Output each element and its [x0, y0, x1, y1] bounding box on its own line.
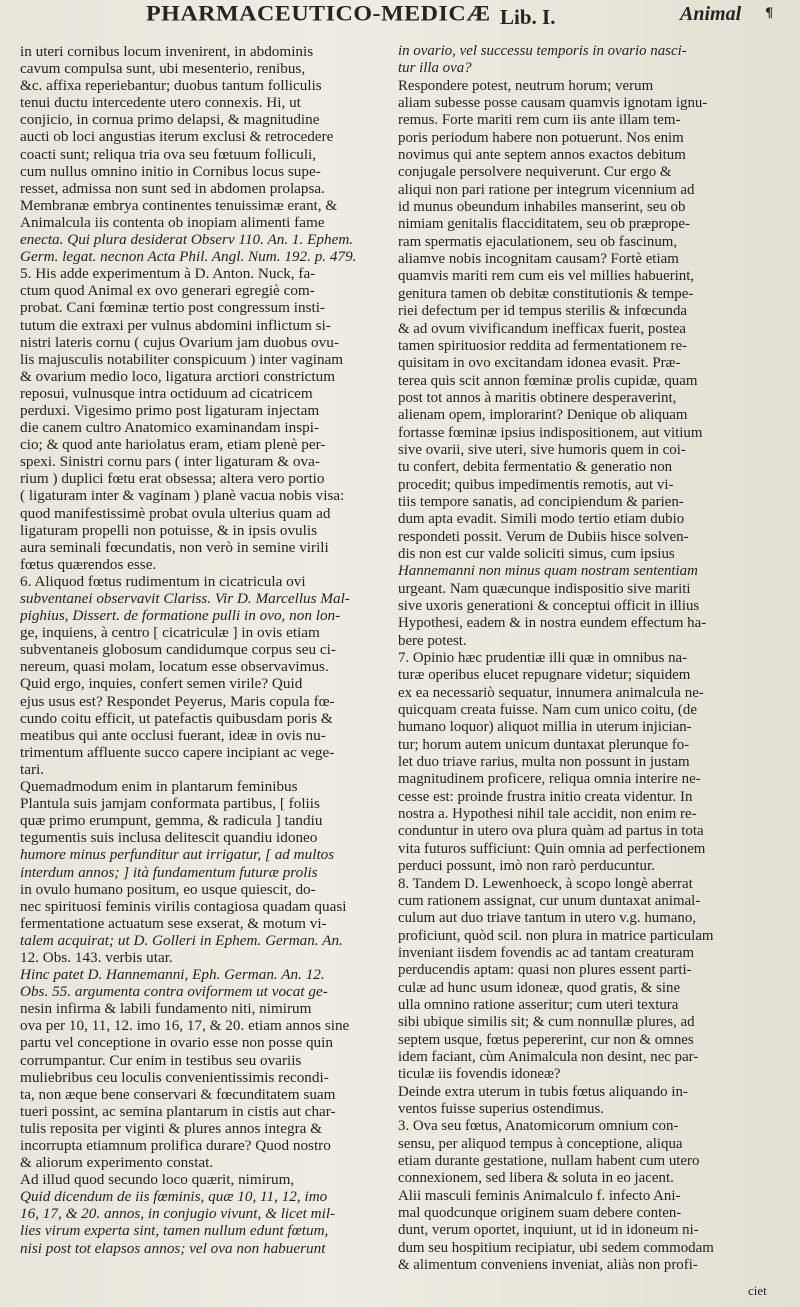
text-line: bere potest. — [398, 632, 467, 649]
text-line: Obs. 55. argumenta contra oviformem ut vocat ge- — [20, 983, 328, 1001]
text-line: nisi post tot elapsos annos; vel ova non habuerunt — [20, 1239, 326, 1257]
text-line: aura seminali fœcundatis, non verò in semine virili — [20, 538, 329, 556]
text-line: die canem cultro Anatomico examinandam inspi- — [20, 419, 320, 437]
text-line: septem usque, fœtus pepererint, cur non & omnes — [398, 1031, 694, 1048]
text-line: connexionem, sed libera & soluta in eo jacent. — [398, 1170, 674, 1187]
text-line: respondeti possit. Verum de Dubiis hisce solven- — [398, 528, 689, 545]
text-line: fœtus quærendos esse. — [20, 555, 157, 573]
text-line: resset, admissa non sunt sed in abdomen prolapsa. — [20, 179, 325, 197]
text-line: cum nullus omnino initio in Cornibus locus supe- — [20, 162, 321, 180]
text-line: tenui ductu intercedente utero connexis. Hi, ut — [20, 94, 301, 112]
text-line: coacti sunt; reliqua tria ova seu fœtuum folliculi, — [20, 145, 317, 163]
text-line: Quid ergo, inquies, confert semen virile? Quid — [20, 675, 303, 693]
text-line: & ad ovum vivificandum inefficax fuerit, postea — [398, 320, 686, 337]
text-line: cio; & quod ante hariolatus eram, etiam plenè per- — [20, 436, 326, 454]
text-line: dis non est cur valde soliciti simus, cum ipsius — [398, 545, 675, 562]
text-line: partu vel conceptione in ovario esse non posse quin — [20, 1034, 333, 1052]
text-line: inveniant iisdem fovendis ac ad tantam creaturam — [398, 944, 695, 961]
text-line: 5. His adde experimentum à D. Anton. Nuck, fa- — [20, 265, 316, 283]
text-line: quamvis mariti rem cum eis vel millies habuerint, — [398, 268, 695, 285]
signature-mark: ¶ — [765, 6, 774, 21]
text-line: Hypothesi, eadem & in nostra eundem effectum ha- — [398, 615, 707, 632]
text-line: nostra a. Hypothesi nihil tale accidit, non enim re- — [398, 806, 697, 823]
text-line: talem acquirat; ut D. Golleri in Ephem. German. An. — [20, 931, 343, 949]
text-line: lies virum experta sint, tamen nullum edunt fœtum, — [20, 1222, 329, 1240]
text-line: sensu, per aliquod tempus à conceptione, aliqua — [398, 1135, 683, 1152]
text-line: mal quodcunque originem suam debere conten- — [398, 1205, 682, 1222]
text-line: in ovario, vel successu temporis in ovario nasci- — [398, 43, 687, 59]
text-line: nesin infirma & labili fundamento niti, nimirum — [20, 1000, 312, 1018]
text-line: sive uxoris generationi & conceptui officit in illius — [398, 598, 700, 614]
text-line: reposui, vulnusque intra octiduum ad cicatricem — [20, 384, 313, 402]
text-line: ge, inquiens, à centro [ cicatriculæ ] in ovis etiam — [20, 624, 320, 642]
text-line: quæ primo erumpunt, gemma, & radicula ] tandiu — [20, 812, 323, 830]
text-line: fermentatione actuatum sese exserat, & motum vi- — [20, 914, 327, 932]
text-line: poris periodum habere non potuerunt. Nos enim — [398, 129, 684, 146]
text-line: ova per 10, 11, 12. imo 16, 17, & 20. etiam annos sine — [20, 1017, 350, 1035]
running-head — [0, 0, 800, 40]
text-line: 8. Tandem D. Lewenhoeck, à scopo longè aberrat — [398, 875, 693, 892]
text-line: nistri lateris cornu ( cujus Ovarium jam duobus ovu- — [20, 333, 339, 351]
text-line: novimus qui ante septem annos exactos debitum — [398, 147, 686, 164]
text-line: etiam durante gestatione, nullam habent cum utero — [398, 1153, 700, 1169]
text-line: lis majusculis notabiliter conspicuum ) inter vaginam — [20, 350, 344, 368]
text-line: enecta. Qui plura desiderat Observ 110. An. 1. Ephem. — [20, 231, 354, 249]
text-line: culæ ad hunc usum idoneæ, quod gratis, & sine — [398, 979, 681, 996]
text-line: riei defectum per id tempus sterilis & infœcunda — [398, 303, 688, 320]
text-line: interdum annos; ] ità fundamentum futuræ prolis — [20, 863, 318, 881]
text-line: tiis tempore sanatis, ad concipiendum & parien- — [398, 493, 684, 510]
running-head-book: Lib. I. — [500, 5, 556, 29]
text-line: urgeant. Nam quæcunque indispositio sive mariti — [398, 580, 691, 597]
text-line: conjicio, in cornua primo delapsi, & magnitudine — [20, 111, 320, 129]
running-head-title: PHARMACEUTICO-MEDICÆ — [146, 2, 491, 26]
text-line: tur illa ova? — [398, 60, 472, 77]
text-line: let duo triave rarius, multa non possunt in justam — [398, 754, 690, 771]
text-line: in uteri cornibus locum invenirent, in abdominis — [20, 43, 314, 60]
text-line: muliebribus ceu loculis convenientissimis recondi- — [20, 1068, 329, 1086]
text-line: & alimentum conveniens inveniat, aliàs non profi- — [398, 1257, 698, 1274]
text-line: pighius, Dissert. de formatione pulli in ovo, non lon- — [20, 607, 341, 625]
text-line: 6. Aliquod fœtus rudimentum in cicatricula ovi — [20, 572, 306, 590]
text-line: aliamve nobis incognitam causam? Fortè etiam — [398, 251, 679, 268]
text-line: nec spirituosi feminis virilis contagiosa quadam quasi — [20, 897, 347, 915]
text-line: Quemadmodum enim in plantarum feminibus — [20, 778, 298, 796]
text-line: ticulæ iis fovendis idoneæ? — [398, 1066, 561, 1083]
running-head-topic: Animal — [680, 3, 742, 25]
text-line: turæ operibus elucet repugnare videtur; siquidem — [398, 667, 691, 684]
text-line: aucti ob loci angustias iterum exclusi & retrocedere — [20, 128, 334, 146]
text-line: tamen spirituosior reddita ad fermentationem re- — [398, 337, 688, 354]
text-line: nereum, quasi molam, locatum esse observavimus. — [20, 658, 329, 676]
text-line: humano loquor) aliquot millia in uterum injician- — [398, 719, 692, 736]
catchword: ciet — [748, 1283, 767, 1298]
text-line: aliqui non pari ratione per integrum vicennium ad — [398, 181, 695, 198]
text-line: subventanei observavit Clariss. Vir D. Marcellus Mal- — [20, 590, 350, 607]
text-line: dunt, verum oportet, inquiunt, ut id in idoneum ni- — [398, 1222, 699, 1239]
text-line: cavum compulsa sunt, ubi mesenterio, renibus, — [20, 60, 306, 78]
text-line: sive ovarii, sive uteri, sive humoris quem in coi- — [398, 441, 686, 458]
text-line: idem faciant, cùm Animalcula non desint, nec par- — [398, 1048, 699, 1065]
text-line: conjugale persolvere nequiverunt. Cur ergo & — [398, 164, 672, 181]
text-line: Ad illud quod secundo loco quærit, nimirum, — [20, 1171, 295, 1189]
text-line: humore minus perfunditur aut irrigatur, [ ad multos — [20, 846, 335, 864]
text-line: tueri possint, ac semina plantarum in cistis aut char- — [20, 1102, 336, 1120]
text-line: trimentum affluente succo capere incipiant ac vege- — [20, 743, 335, 761]
text-line: id munus obeundum inhabiles manserint, seu ob — [398, 199, 686, 216]
text-line: tutum die extraxi per vulnus abdomini inflictum si- — [20, 316, 331, 334]
text-line: perduci possunt, imò non rarò perducuntur. — [398, 858, 655, 875]
text-line: tulis reposita per viginti & plures annos integra & — [20, 1119, 323, 1137]
text-line: Quid dicendum de iis fœminis, quæ 10, 11, 12, imo — [20, 1188, 328, 1206]
text-line: Membranæ embrya continentes tenuissimæ erant, & — [20, 196, 338, 214]
text-line: & aliorum experimento constat. — [20, 1154, 214, 1172]
text-line: culum aut duo triave tantum in utero v.g. humano, — [398, 910, 697, 927]
text-line: tari. — [20, 760, 45, 778]
text-line: fortasse fœminæ ipsius indispositionem, aut vitium — [398, 424, 703, 441]
text-line: rium ) duplici fœtu erat obsessa; altera vero portio — [20, 470, 325, 488]
text-line: 3. Ova seu fœtus, Anatomicorum omnium con- — [398, 1118, 679, 1135]
text-line: tur; horum autem unicum duntaxat plerunque fo- — [398, 736, 690, 753]
text-line: conduntur in utero ova plura quàm ad partus in tota — [398, 823, 704, 840]
text-line: aliam subesse posse causam quamvis ignotam ignu- — [398, 95, 708, 112]
text-line: vita futuros sufficiunt: Quin omnia ad perfectionem — [398, 840, 706, 857]
text-line: ejus usus est? Respondet Peyerus, Maris copula fœ- — [20, 692, 335, 710]
text-line: 16, 17, & 20. annos, in conjugio vivunt, & licet mil- — [20, 1205, 336, 1223]
text-line: alienam opem, implorarint? Denique ob aliquam — [398, 407, 688, 424]
text-line: ventos fuisse superius ostendimus. — [398, 1100, 604, 1117]
text-line: Deinde extra uterum in tubis fœtus aliquando in- — [398, 1083, 688, 1100]
text-line: 7. Opinio hæc prudentiæ illi quæ in omnibus na- — [398, 650, 688, 667]
text-line: &c. affixa reperiebantur; duobus tantum folliculis — [20, 77, 322, 95]
text-line: quicquam creata fuisse. Nam cum unico coitu, (de — [398, 702, 697, 719]
text-line: ctum quod Animal ex ovo generari egregiè com- — [20, 282, 315, 300]
text-line: post tot annos à maritis obtinere desperaverint, — [398, 389, 677, 406]
text-line: Alii masculi feminis Animalculo f. infecto Ani- — [398, 1187, 681, 1204]
left-text-column — [20, 43, 380, 1257]
text-line: corrumpantur. Cur enim in testibus seu ovariis — [20, 1051, 302, 1069]
text-line: Germ. legat. necnon Acta Phil. Angl. Num. 192. p. 479. — [20, 248, 357, 266]
text-line: ligaturam propelli non potuisse, & in ipsis ovulis — [20, 521, 317, 539]
text-line: incorrupta etiamnum prolifica durare? Quod nostro — [20, 1137, 331, 1154]
text-line: ex ea necessariò sequatur, innumera animalcula ne- — [398, 684, 704, 701]
text-line: probat. Cani fœminæ tertio post congressum insti- — [20, 299, 325, 317]
text-line: Hannemanni non minus quam nostram sententiam — [398, 563, 698, 580]
text-line: Hinc patet D. Hannemanni, Eph. German. An. 12. — [20, 966, 325, 984]
text-line: ulla omnino ratione asseritur; cum uteri textura — [398, 996, 679, 1013]
text-line: tegumentis suis inclusa delitescit quandiu idoneo — [20, 829, 318, 847]
text-line: meatibus qui ante occlusi fuerant, ideæ in ovis nu- — [20, 726, 326, 744]
text-line: dum apta evadit. Simili modo tertio etiam dubio — [398, 511, 685, 528]
text-line: cesse est: proinde frustra initio creata videntur. In — [398, 788, 693, 805]
text-line: & ovarium medio loco, ligatura arctiori constrictum — [20, 367, 336, 385]
text-line: procedit; quibus impedimentis remotis, aut vi- — [398, 476, 674, 493]
text-line: Animalcula iis contenta ob inopiam alimenti fame — [20, 213, 325, 231]
text-line: terea quis scit annon fœminæ prolis cupidæ, quam — [398, 372, 698, 389]
text-line: quisitam in ovo excitandam idonea evasit. Præ- — [398, 355, 681, 372]
text-line: ta, non æque bene conservari & fœcunditatem suam — [20, 1085, 336, 1103]
text-line: sibi ubique similis sit; & cum nonnullæ plures, ad — [398, 1014, 695, 1031]
text-line: proficiunt, quòd scil. non plura in matrice particulam — [398, 927, 714, 944]
text-line: spexi. Sinistri cornu pars ( inter ligaturam & ova- — [20, 453, 320, 471]
text-line: Respondere potest, neutrum horum; verum — [398, 77, 654, 94]
text-line: remus. Forte mariti rem cum iis ante illam tem- — [398, 112, 681, 129]
right-text-column — [398, 43, 775, 1274]
text-line: genitura tamen ob debitæ constitutionis & tempe- — [398, 285, 694, 302]
text-line: dum seu hospitium recipiatur, ubi sedem commodam — [398, 1239, 714, 1256]
text-line: cundo coitu efficit, ut patefactis quibusdam poris & — [20, 709, 333, 727]
text-line: 12. Obs. 143. verbis utar. — [20, 948, 173, 966]
text-line: quod manifestissimè probat ovula ulterius quam ad — [20, 504, 331, 522]
text-line: Plantula suis jamjam conformata partibus, [ foliis — [20, 795, 320, 813]
text-line: cum rationem assignat, cur unum duntaxat animal- — [398, 892, 701, 909]
text-line: nimiam genitalis flacciditatem, seu ob præprope- — [398, 216, 690, 233]
text-line: perducendis aptam: quasi non plures essent parti- — [398, 962, 692, 979]
text-line: magnitudinem proficere, reliqua omnia interire ne- — [398, 771, 701, 788]
text-line: ( ligaturam inter & vaginam ) planè vacua nobis visa: — [20, 487, 345, 505]
text-line: ram spermatis ejaculationem, seu ob fascinum, — [398, 233, 678, 250]
text-line: in ovulo humano positum, eo usque quiescit, do- — [20, 880, 316, 898]
text-line: subventaneis globosum candidumque corpus seu ci- — [20, 641, 336, 659]
text-line: perduxi. Vigesimo primo post ligaturam injectam — [20, 401, 320, 419]
text-line: tu confert, debita fermentatio & generatio non — [398, 459, 673, 476]
